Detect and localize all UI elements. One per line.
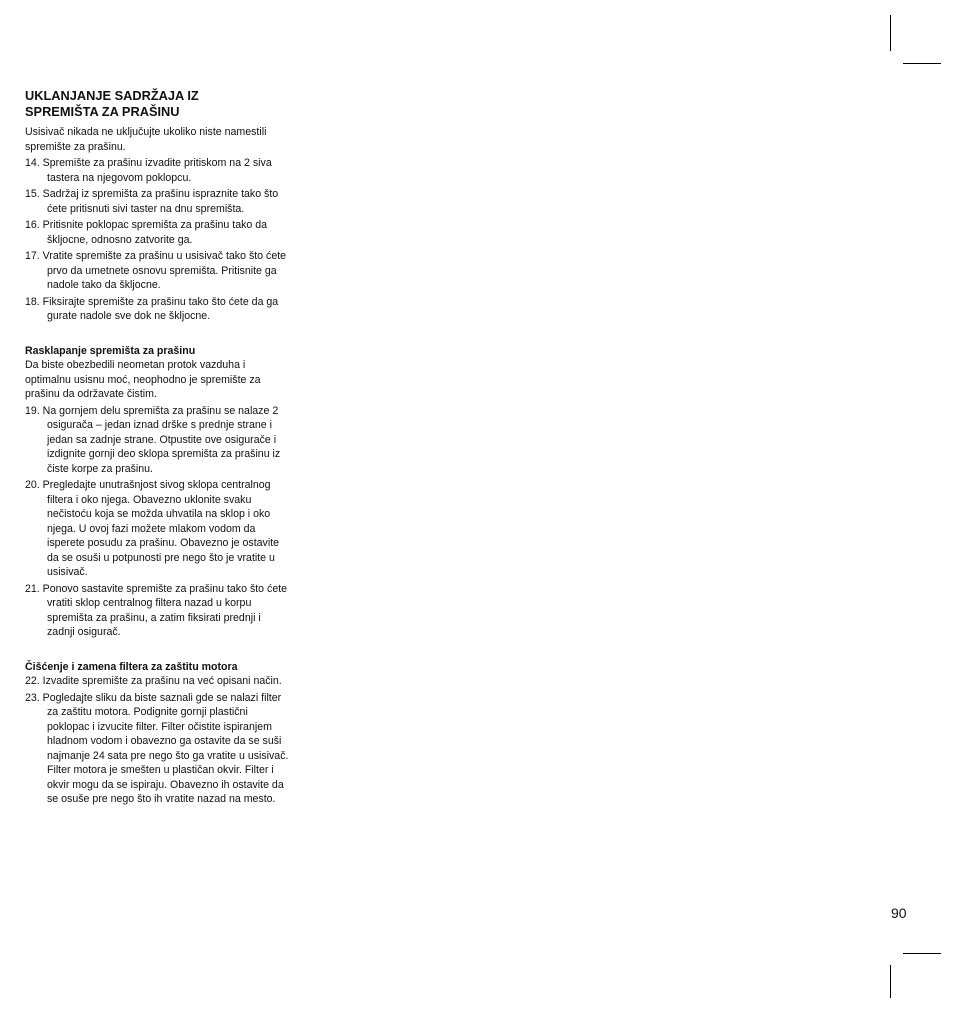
crop-mark-top-horizontal [903,63,941,64]
crop-mark-bottom-vertical [890,965,891,998]
subsection-heading-disassembly: Rasklapanje spremišta za prašinu [25,344,196,357]
step-18: 18. Fiksirajte spremište za prašinu tako što ćete da ga gurate nadole sve dok ne škljocne. [25,295,279,322]
crop-mark-bottom-horizontal [903,953,941,954]
steps-list-3 [25,674,290,807]
step-21: 21. Ponovo sastavite spremište za prašinu tako što ćete vratiti sklop centralnog filtera nazad u korpu spremišta za prašinu, a zatim fiksirati prednji i zadnji osigurač. [25,582,288,638]
step-23: 23. Pogledajte sliku da biste saznali gde se nalazi filter za zaštitu motora. Podignite gornji plastični poklopac i izvucite filter. Filter očistite ispiranjem hladnom vodom i obavezno ga ostavite da se suši najmanje 24 sata pre nego što ga vratite u usisivač. Filter motora je smešten u plastičan okvir. Filter i okvir mogu da se ispiraju. Obavezno ih ostavite da se osuše pre nego što ih vratite nazad na mesto. [25,691,289,805]
crop-mark-top-vertical [890,15,891,51]
section-title-line-2: SPREMIŠTA ZA PRAŠINU [25,104,180,119]
steps-list-1 [25,156,290,324]
step-20: 20. Pregledajte unutrašnjost sivog sklopa centralnog filtera i oko njega. Obavezno uklonite svaku nečistoću koja se možda uhvatila na sklop i oko njega. U ovoj fazi možete mlakom vodom da isperete posudu za prašinu. Obavezno je ostavite da se osuši u potpunosti pre nego što je vratite u usisivač. [25,479,280,578]
section-title [25,88,290,120]
section-title-line-1: UKLANJANJE SADRŽAJA IZ [25,88,199,103]
subsection-intro-disassembly: Da biste obezbedili neometan protok vazduha i optimalnu usisnu moć, neophodno je spremište za prašinu da održavate čistim. [25,359,261,400]
step-16: 16. Pritisnite poklopac spremišta za prašinu tako da škljocne, odnosno zatvorite ga. [25,219,268,246]
subsection-heading-motor-filter: Čišćenje i zamena filtera za zaštitu motora [25,660,238,673]
step-22: 22. Izvadite spremište za prašinu na već opisani način. [25,675,282,687]
step-14: 14. Spremište za prašinu izvadite pritiskom na 2 siva tastera na njegovom poklopcu. [25,157,272,184]
step-17: 17. Vratite spremište za prašinu u usisivač tako što ćete prvo da umetnete osnovu spremišta. Pritisnite ga nadole tako da škljocne. [25,250,287,291]
step-19: 19. Na gornjem delu spremišta za prašinu se nalaze 2 osigurača – jedan iznad drške s prednje strane i jedan sa zadnje strane. Otpustite ove osigurače i izdignite gornji deo sklopa spremišta za prašinu iz čiste korpe za prašinu. [25,404,281,475]
page-number: 90 [891,905,907,921]
step-15: 15. Sadržaj iz spremišta za prašinu ispraznite tako što ćete pritisnuti sivi taster na dnu spremišta. [25,188,279,215]
text-column [25,88,290,809]
intro-paragraph: Usisivač nikada ne uključujte ukoliko niste namestili spremište za prašinu. [25,126,267,153]
steps-list-2 [25,404,290,640]
